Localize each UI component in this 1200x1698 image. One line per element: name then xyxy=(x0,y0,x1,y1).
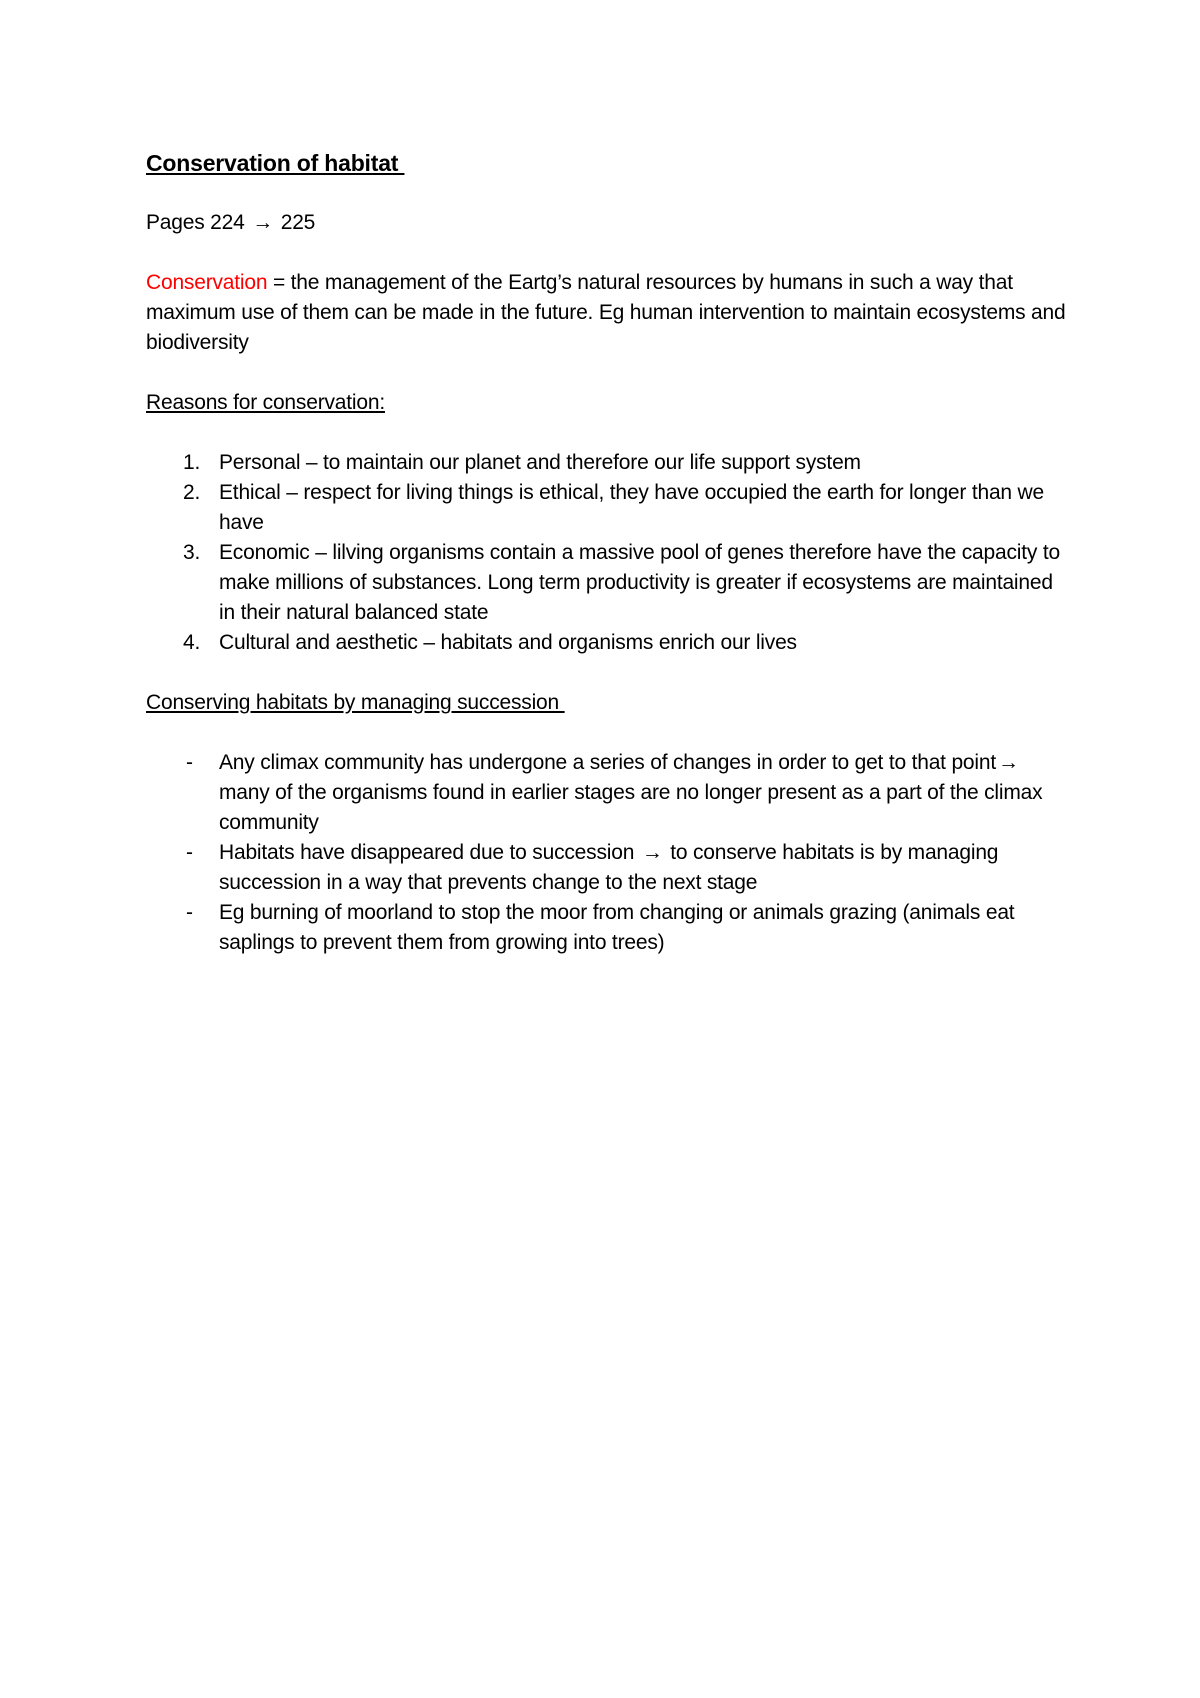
list-item-text: Eg burning of moorland to stop the moor from changing or animals grazing (animals eat saplings to prevent them from growing into trees) xyxy=(219,901,1015,954)
list-item-text-start: Any climax community has undergone a series of changes in order to get to that point xyxy=(219,751,996,774)
list-item-text: Cultural and aesthetic – habitats and organisms enrich our lives xyxy=(219,631,797,654)
succession-heading: Conserving habitats by managing succession xyxy=(146,691,565,714)
list-number: 1. xyxy=(183,451,201,474)
document-body xyxy=(146,148,1066,958)
conservation-definition xyxy=(146,268,1066,358)
list-item xyxy=(146,478,1066,538)
list-item xyxy=(146,538,1066,628)
definition-term: Conservation xyxy=(146,271,268,294)
right-arrow-icon: → xyxy=(641,841,663,864)
definition-text: = the management of the Eartg’s natural resources by humans in such a way that maximum use of them can be made in the future. Eg human intervention to maintain ecosystems and biodiversity xyxy=(146,271,1066,354)
reasons-list xyxy=(146,448,1066,658)
reasons-heading: Reasons for conservation: xyxy=(146,391,385,414)
page-reference xyxy=(146,208,1066,238)
page-range-end: 225 xyxy=(280,211,316,234)
list-item xyxy=(146,898,1066,958)
list-item xyxy=(146,838,1066,898)
right-arrow-icon: → xyxy=(997,751,1019,774)
list-item xyxy=(146,448,1066,478)
list-item-text-start: Habitats have disappeared due to succession xyxy=(219,841,640,864)
document-title: Conservation of habitat xyxy=(146,150,405,176)
list-item-text: Economic – lilving organisms contain a massive pool of genes therefore have the capacity to make millions of substances. Long term productivity is greater if ecosystems are maintained in their natural balanced state xyxy=(219,541,1060,624)
list-item xyxy=(146,628,1066,658)
dash-bullet: - xyxy=(186,841,193,864)
succession-list xyxy=(146,748,1066,958)
dash-bullet: - xyxy=(186,901,193,924)
right-arrow-icon: → xyxy=(252,211,274,234)
list-item xyxy=(146,748,1066,838)
list-item-text-end: many of the organisms found in earlier stages are no longer present as a part of the climax community xyxy=(219,781,1043,834)
list-item-text-end: to conserve habitats is by managing succession in a way that prevents change to the next stage xyxy=(219,841,999,894)
list-item-text: Ethical – respect for living things is ethical, they have occupied the earth for longer than we have xyxy=(219,481,1044,534)
list-number: 2. xyxy=(183,481,201,504)
page-range-start: Pages 224 xyxy=(146,211,245,234)
dash-bullet: - xyxy=(186,751,193,774)
list-item-text: Personal – to maintain our planet and therefore our life support system xyxy=(219,451,861,474)
list-number: 3. xyxy=(183,541,201,564)
list-number: 4. xyxy=(183,631,201,654)
